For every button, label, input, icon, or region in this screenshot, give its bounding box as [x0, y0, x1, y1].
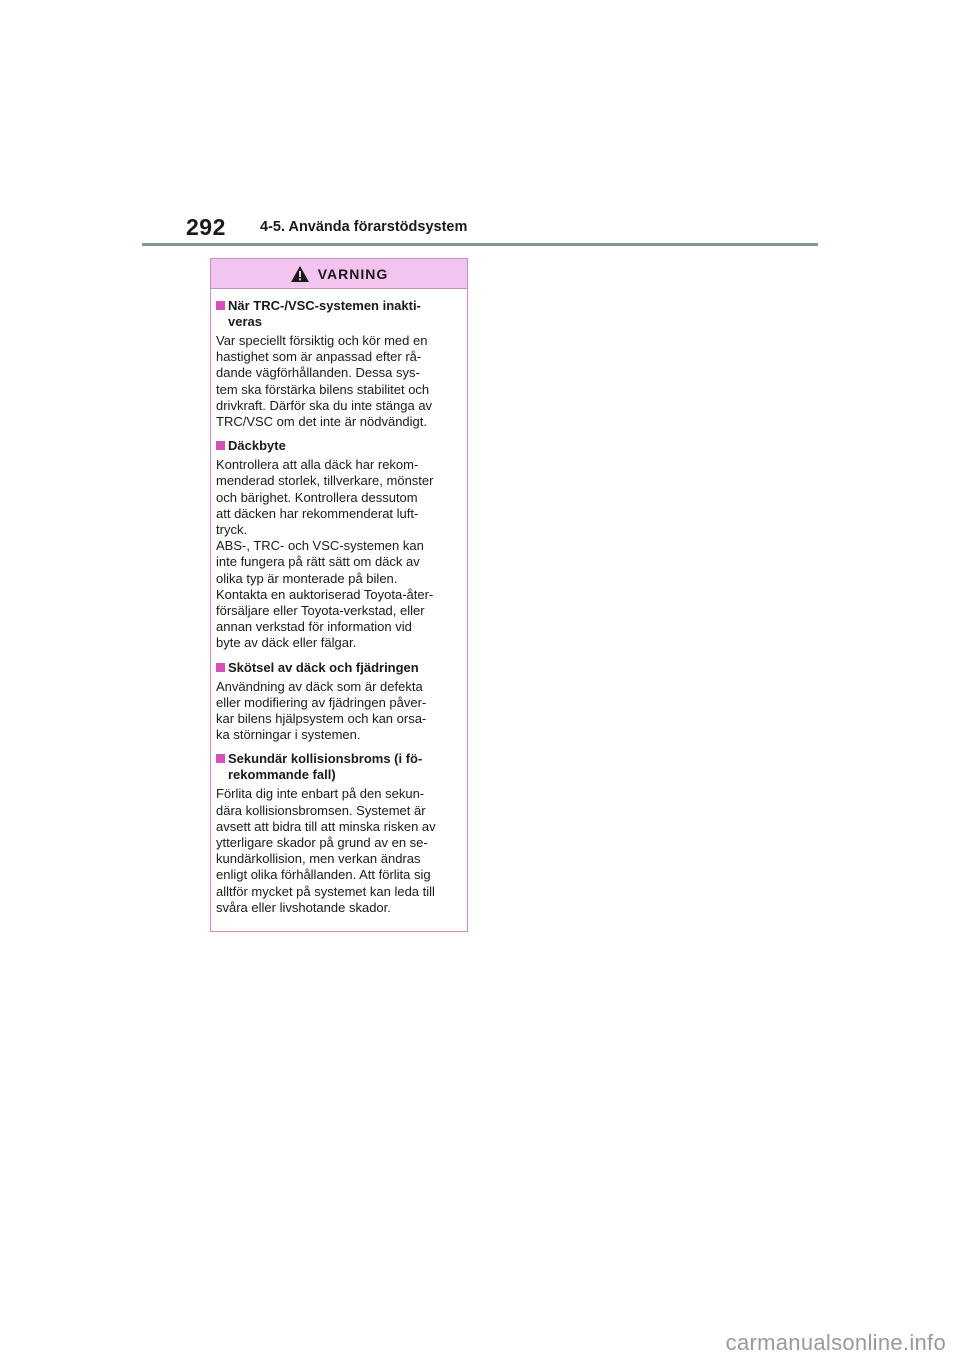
bullet-square-icon	[216, 441, 225, 450]
watermark: carmanualsonline.info	[725, 1330, 946, 1355]
section-title: 4-5. Använda förarstödsystem	[260, 219, 468, 235]
section-heading	[216, 660, 461, 676]
warning-section-tire-suspension-care	[216, 660, 461, 744]
bullet-square-icon	[216, 754, 225, 763]
section-heading-text: Skötsel av däck och fjädringen	[228, 659, 419, 675]
bullet-square-icon	[216, 663, 225, 672]
warning-triangle-icon	[290, 265, 310, 283]
bullet-square-icon	[216, 301, 225, 310]
section-body: Kontrollera att alla däck har rekom- menderad storlek, tillverkare, mönster och bärighet. Kontrollera dessutom att däcken har rekommenderat luft- tryck. ABS-, TRC- och VSC-systemen kan inte fungera på rätt sätt om däck av olika typ är monterade på bilen. Kontakta en auktoriserad Toyota-åter- försäljare eller Toyota-verkstad, eller annan verkstad för information vid byte av däck eller fälgar.	[216, 457, 434, 651]
section-body: Förlita dig inte enbart på den sekun- dära kollisionsbromsen. Systemet är avsett att bidra till att minska risken av ytterligare skador på grund av en se- kundärkollision, men verkan ändras enligt olika förhållanden. Att förlita sig alltför mycket på systemet kan leda till svåra eller livshotande skador.	[216, 786, 436, 915]
page-number: 292	[186, 214, 226, 240]
warning-box	[210, 258, 468, 932]
section-heading	[216, 751, 461, 783]
warning-title: VARNING	[317, 265, 389, 282]
section-heading	[216, 298, 461, 330]
section-heading-text: Sekundär kollisionsbroms (i fö- rekommande fall)	[228, 751, 423, 783]
warning-header	[211, 259, 467, 289]
section-heading	[216, 438, 461, 454]
section-heading-text: När TRC-/VSC-systemen inakti- veras	[228, 298, 421, 329]
header-divider	[142, 243, 818, 246]
warning-section-trc-vsc	[216, 298, 461, 430]
warning-section-tire-change	[216, 438, 461, 651]
warning-section-secondary-collision-brake	[216, 751, 461, 916]
section-heading-text: Däckbyte	[228, 438, 286, 454]
section-body: Användning av däck som är defekta eller modifiering av fjädringen påver- kar bilens hjälpsystem och kan orsa- ka störningar i systemen.	[216, 678, 427, 743]
section-body: Var speciellt försiktig och kör med en hastighet som är anpassad efter rå- dande vägförhållanden. Dessa sys- tem ska förstärka bilens stabilitet och drivkraft. Därför ska du inte stänga av TRC/VSC om det inte är nödvändigt.	[216, 333, 433, 430]
warning-content	[211, 289, 467, 916]
